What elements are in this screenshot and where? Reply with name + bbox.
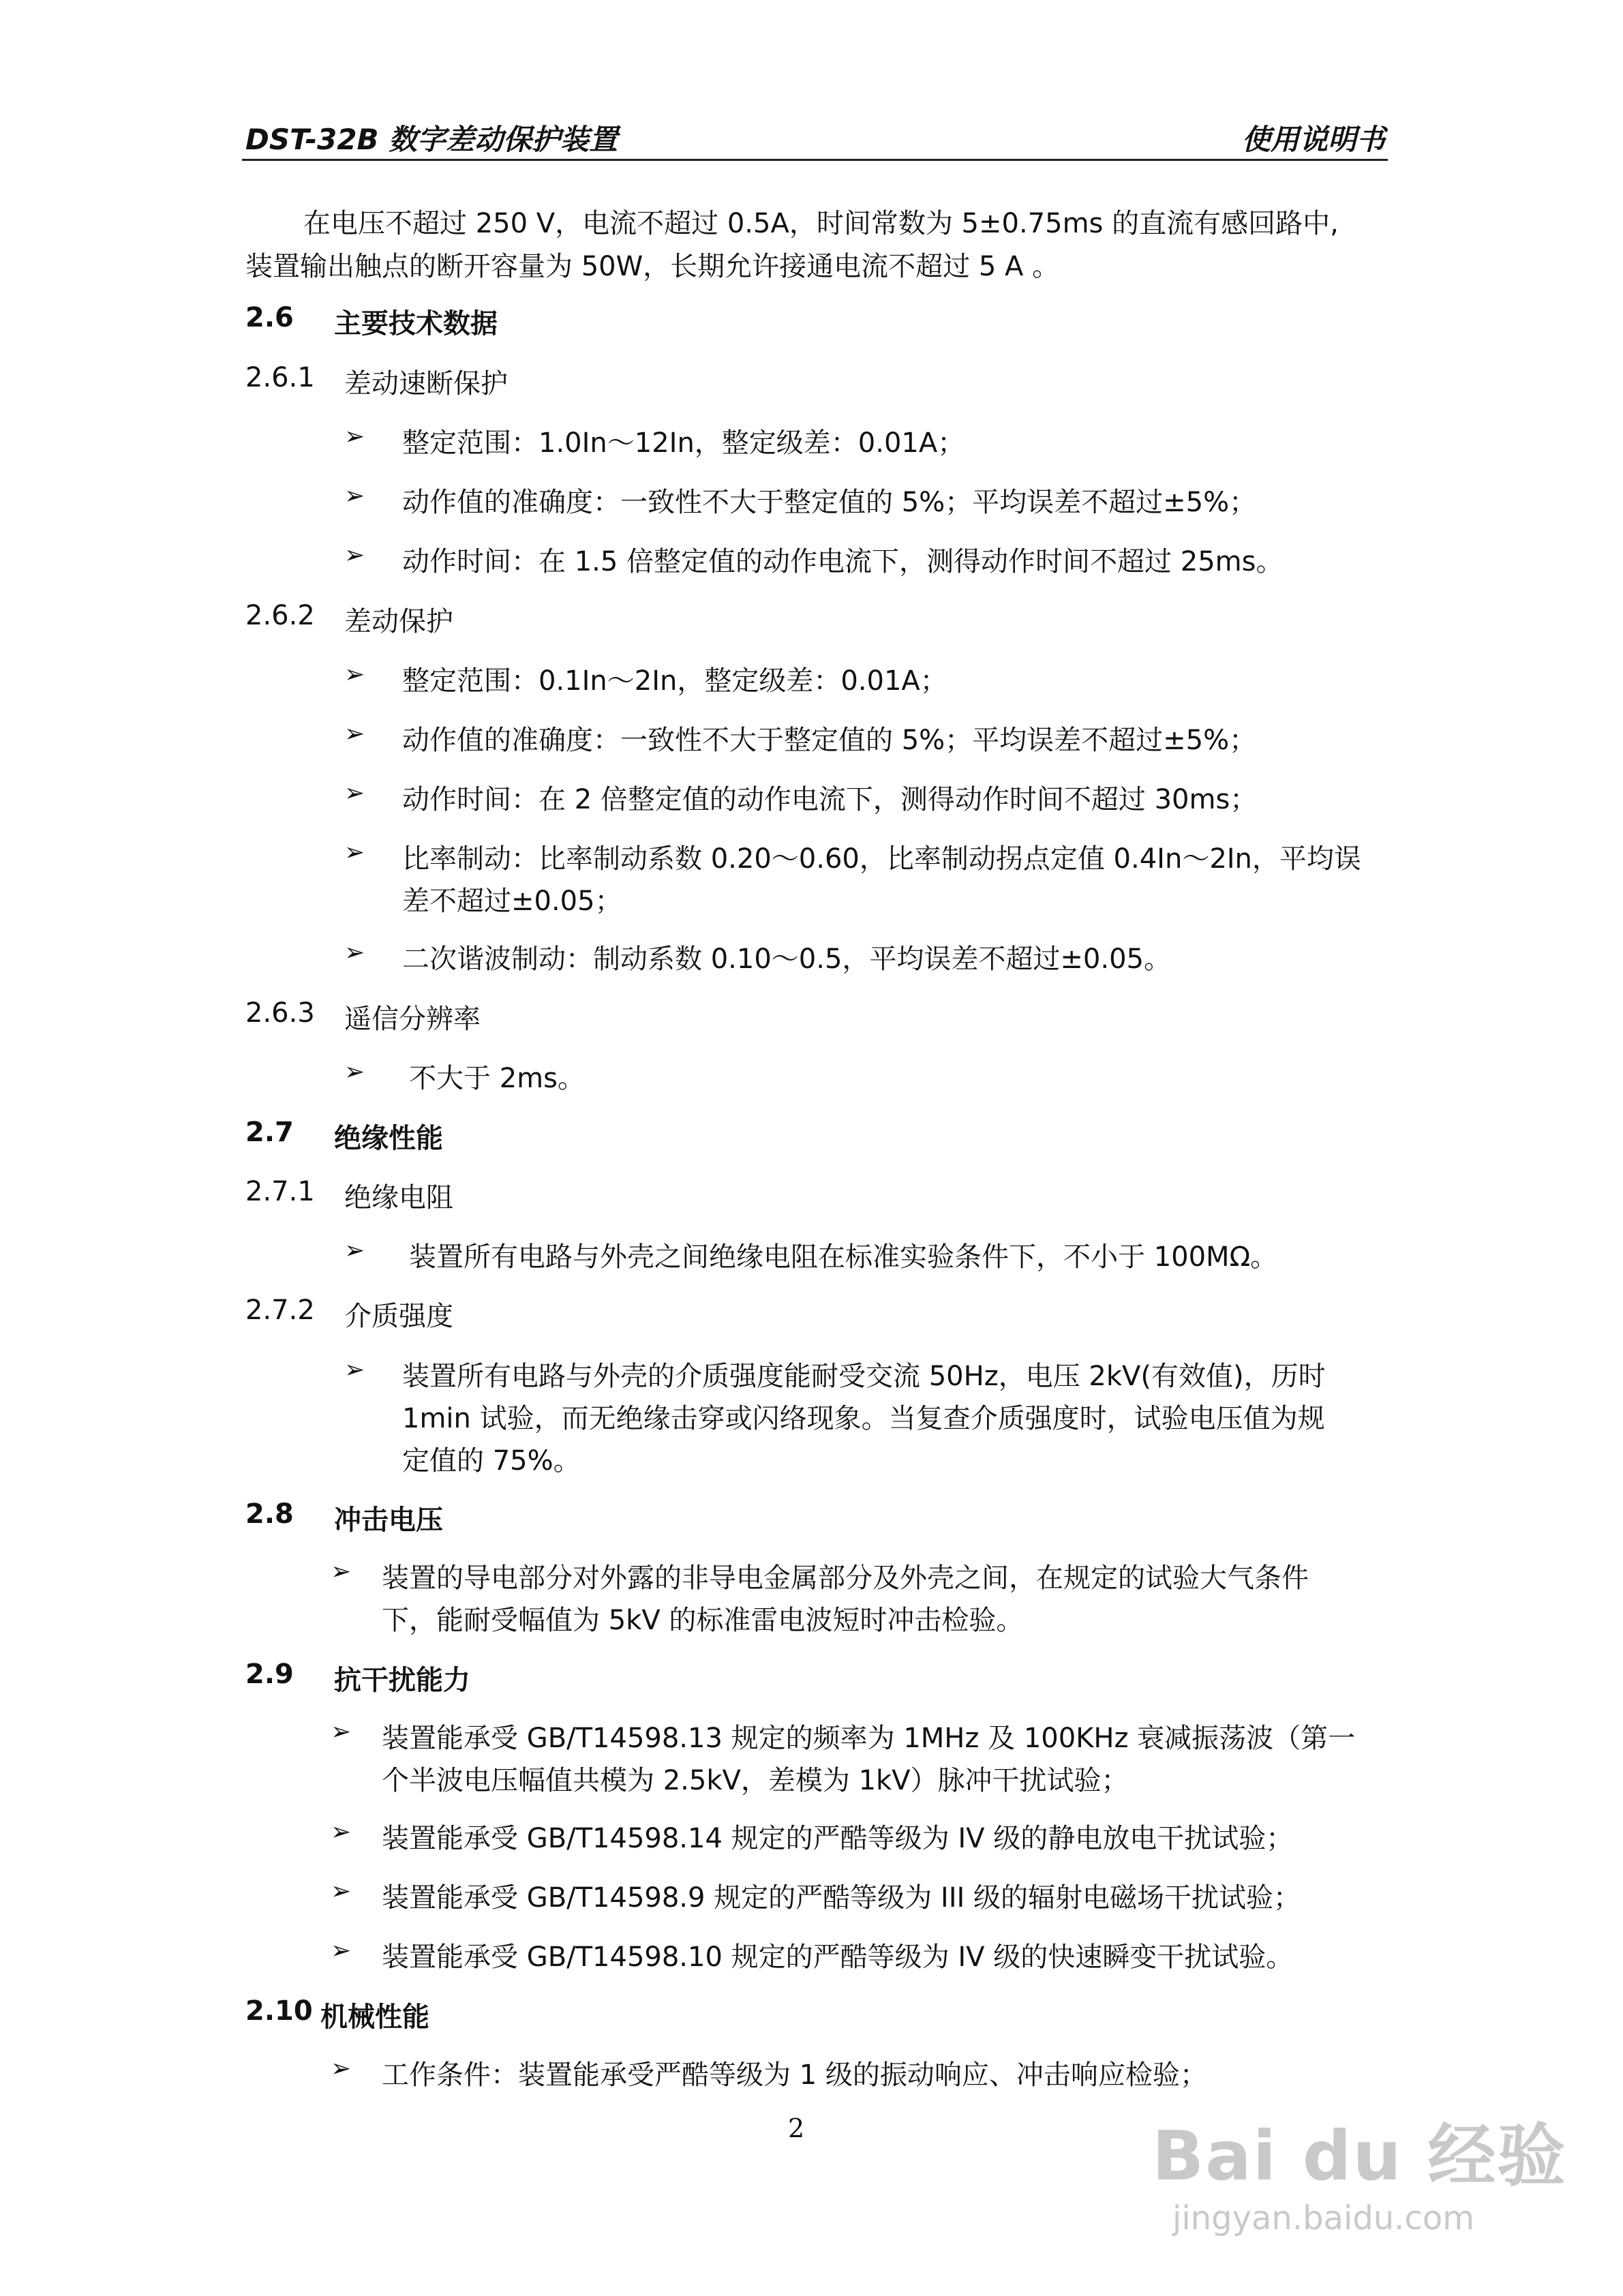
subsection-title: 差动保护: [344, 606, 453, 637]
bullet-text: 二次谐波制动：制动系数 0.10～0.5，平均误差不超过±0.05。: [402, 943, 1171, 975]
subsection-number: 2.7.1: [245, 1176, 315, 1207]
bullet-arrow-icon: ➢: [344, 1356, 365, 1384]
section-number: 2.7: [245, 1117, 294, 1148]
bullet-text: 动作值的准确度：一致性不大于整定值的 5%；平均误差不超过±5%；: [402, 725, 1257, 756]
section-title: 抗干扰能力: [334, 1665, 470, 1696]
bullet-arrow-icon: ➢: [331, 1558, 352, 1586]
header-rule: [242, 159, 1388, 161]
subsection-title: 遥信分辨率: [344, 1003, 481, 1035]
bullet-arrow-icon: ➢: [331, 1718, 352, 1746]
watermark-url: jingyan.baidu.com: [1172, 2199, 1474, 2237]
subsection-title: 介质强度: [344, 1301, 453, 1332]
bullet-arrow-icon: ➢: [344, 779, 365, 807]
bullet-text: 装置能承受 GB/T14598.13 规定的频率为 1MHz 及 100KHz 衰减振荡波（第一: [382, 1723, 1356, 1754]
bullet-arrow-icon: ➢: [331, 1937, 352, 1965]
bullet-text: 装置能承受 GB/T14598.14 规定的严酷等级为 IV 级的静电放电干扰试验；: [382, 1823, 1294, 1854]
bullet-arrow-icon: ➢: [344, 661, 365, 689]
bullet-arrow-icon: ➢: [344, 839, 365, 866]
subsection-number: 2.6.1: [245, 362, 315, 393]
bullet-arrow-icon: ➢: [344, 482, 365, 510]
bullet-text: 装置所有电路与外壳之间绝缘电阻在标准实验条件下，不小于 100MΩ。: [409, 1241, 1278, 1273]
bullet-arrow-icon: ➢: [344, 720, 365, 748]
subsection-title: 差动速断保护: [344, 368, 508, 399]
section-number: 2.6: [245, 302, 294, 333]
bullet-text: 装置所有电路与外壳的介质强度能耐受交流 50Hz，电压 2kV(有效值)，历时: [402, 1361, 1326, 1392]
section-number: 2.8: [245, 1498, 294, 1530]
bullet-text: 动作值的准确度：一致性不大于整定值的 5%；平均误差不超过±5%；: [402, 487, 1257, 518]
bullet-text: 比率制动：比率制动系数 0.20～0.60，比率制动拐点定值 0.4In～2In，平均误: [402, 843, 1361, 875]
section-title: 冲击电压: [334, 1505, 443, 1536]
subsection-number: 2.7.2: [245, 1295, 315, 1326]
bullet-text-continued: 定值的 75%。: [402, 1445, 581, 1477]
subsection-title: 绝缘电阻: [344, 1182, 453, 1213]
subsection-number: 2.6.2: [245, 600, 315, 631]
intro-line-2: 装置输出触点的断开容量为 50W，长期允许接通电流不超过 5 A 。: [245, 251, 1060, 282]
doc-header-title: DST-32B 数字差动保护装置: [245, 123, 618, 156]
bullet-text-continued: 差不超过±0.05；: [402, 886, 622, 917]
bullet-arrow-icon: ➢: [344, 423, 365, 451]
bullet-arrow-icon: ➢: [344, 1058, 365, 1086]
bullet-arrow-icon: ➢: [344, 541, 365, 569]
page-number: 2: [788, 2113, 805, 2143]
bullet-arrow-icon: ➢: [344, 939, 365, 967]
bullet-text: 工作条件：装置能承受严酷等级为 1 级的振动响应、冲击响应检验；: [382, 2059, 1207, 2091]
bullet-arrow-icon: ➢: [331, 1877, 352, 1905]
bullet-text: 动作时间：在 2 倍整定值的动作电流下，测得动作时间不超过 30ms；: [402, 784, 1258, 815]
bullet-text: 装置能承受 GB/T14598.10 规定的严酷等级为 IV 级的快速瞬变干扰试验。: [382, 1942, 1294, 1973]
bullet-text-continued: 下，能耐受幅值为 5kV 的标准雷电波短时冲击检验。: [382, 1605, 1024, 1636]
bullet-text: 动作时间：在 1.5 倍整定值的动作电流下，测得动作时间不超过 25ms。: [402, 546, 1284, 577]
section-title: 主要技术数据: [334, 308, 498, 339]
bullet-text: 装置的导电部分对外露的非导电金属部分及外壳之间，在规定的试验大气条件: [382, 1562, 1309, 1594]
subsection-number: 2.6.3: [245, 997, 315, 1029]
bullet-text: 整定范围：1.0In～12In，整定级差：0.01A；: [402, 427, 965, 459]
bullet-arrow-icon: ➢: [331, 1818, 352, 1846]
bullet-text: 装置能承受 GB/T14598.9 规定的严酷等级为 III 级的辐射电磁场干扰试验；: [382, 1882, 1301, 1914]
intro-line-1: 在电压不超过 250 V，电流不超过 0.5A，时间常数为 5±0.75ms 的直流有感回路中,: [303, 208, 1339, 239]
baidu-jingyan-watermark-logo: Bai du 经验: [1152, 2116, 1567, 2196]
bullet-text: 整定范围：0.1In～2In，整定级差：0.01A；: [402, 665, 947, 697]
section-number: 2.9: [245, 1659, 294, 1690]
section-number: 2.10: [245, 1995, 313, 2027]
bullet-text-continued: 1min 试验，而无绝缘击穿或闪络现象。当复查介质强度时，试验电压值为规: [402, 1403, 1325, 1434]
bullet-arrow-icon: ➢: [331, 2055, 352, 2083]
section-title: 绝缘性能: [334, 1123, 443, 1154]
bullet-text: 不大于 2ms。: [409, 1063, 585, 1094]
section-title: 机械性能: [320, 2002, 429, 2033]
doc-header-right: 使用说明书: [1242, 123, 1386, 156]
bullet-text-continued: 个半波电压幅值共模为 2.5kV，差模为 1kV）脉冲干扰试验；: [382, 1765, 1129, 1796]
bullet-arrow-icon: ➢: [344, 1237, 365, 1265]
